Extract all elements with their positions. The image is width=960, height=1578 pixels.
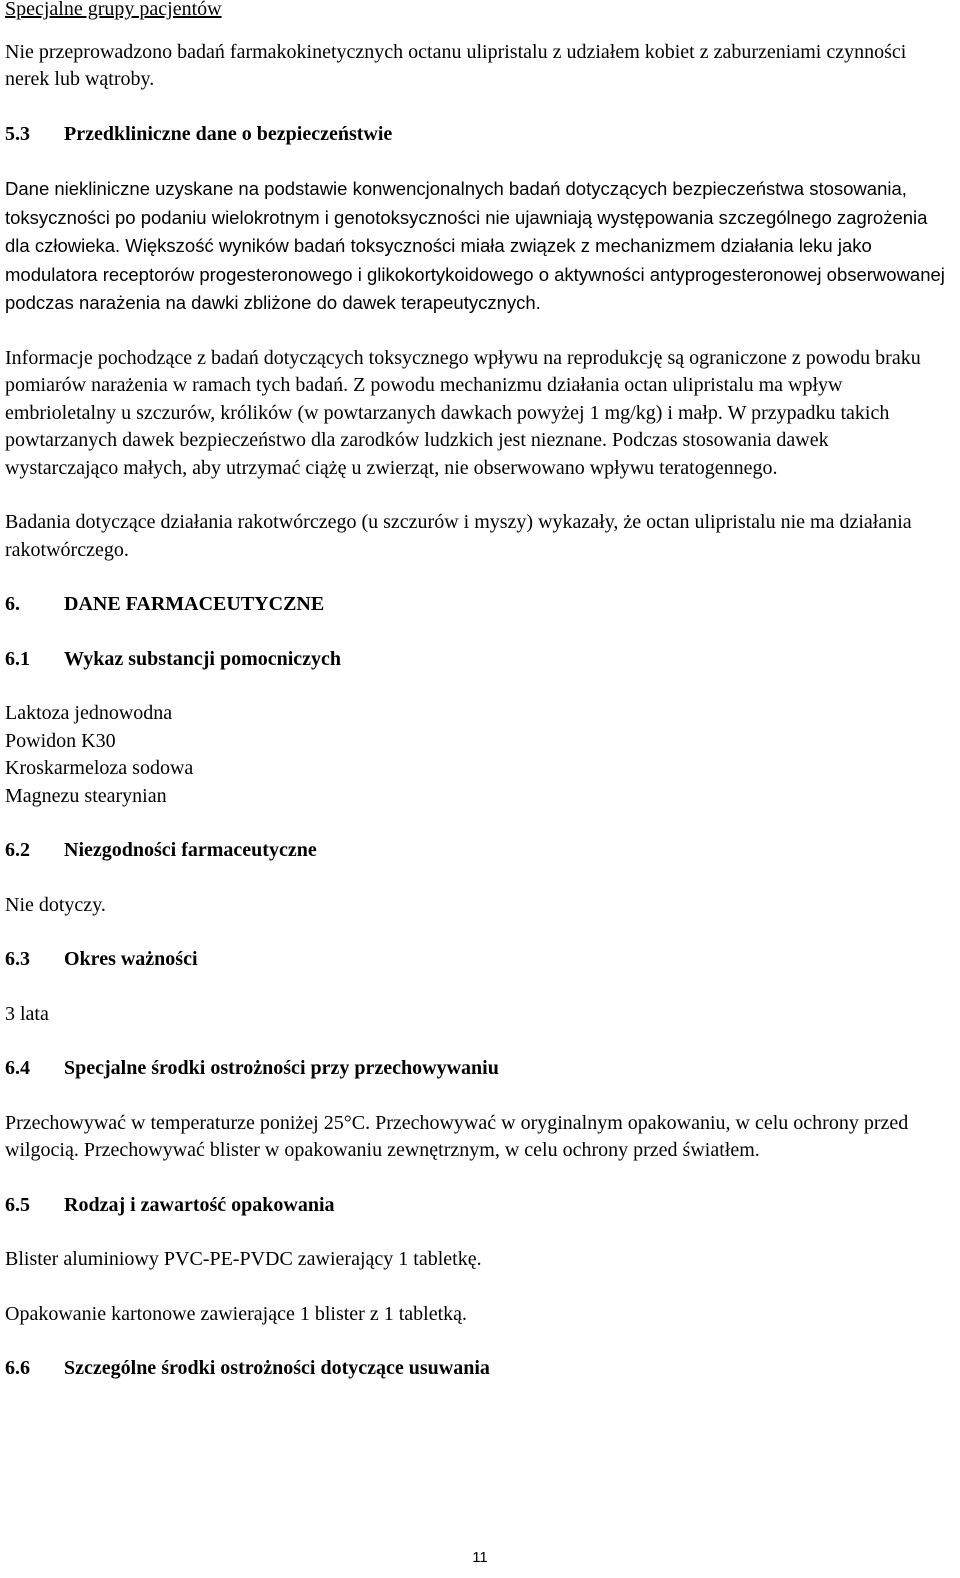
section-6-3-title: Okres ważności bbox=[64, 948, 198, 970]
section-6-2-number: 6.2 bbox=[5, 839, 30, 861]
section-6-5-title: Rodzaj i zawartość opakowania bbox=[64, 1193, 335, 1216]
section-6-title: DANE FARMACEUTYCZNE bbox=[64, 593, 325, 615]
section-6-5-text-2: Opakowanie kartonowe zawierające 1 blister z 1 tabletką. bbox=[5, 1302, 468, 1325]
excipient-item: Powidon K30 bbox=[5, 729, 116, 752]
section-6-6-heading bbox=[5, 1355, 945, 1383]
section-6-2-text: Nie dotyczy. bbox=[5, 893, 106, 916]
section-6-5-heading bbox=[5, 1192, 945, 1220]
section-6-5-number: 6.5 bbox=[5, 1193, 30, 1216]
section-6-2-heading bbox=[5, 837, 945, 865]
section-5-3-heading bbox=[5, 121, 945, 149]
section-6-3-number: 6.3 bbox=[5, 948, 30, 970]
excipient-item: Laktoza jednowodna bbox=[5, 702, 173, 724]
section-5-3-paragraph-2: Informacje pochodzące z badań dotyczących toksycznego wpływu na reprodukcję są ograniczone z powodu braku pomiarów narażenia w ramach tych badań. Z powodu mechanizmu działania octan ulipristalu ma wpływ embrioletalny u szczurów, królików (w powtarzanych dawkach powyżej 1 mg/kg) i małp. W przypadku takich powtarzanych dawek bezpieczeństwo dla zarodków ludzkich jest nieznane. Podczas stosowania dawek wystarczająco małych, aby utrzymać ciążę u zwierząt, nie obserwowano wpływu teratogennego. bbox=[5, 346, 921, 479]
section-6-1-heading bbox=[5, 646, 945, 674]
section-6-heading bbox=[5, 591, 945, 619]
section-5-3-paragraph-1 bbox=[5, 175, 945, 318]
section-6-number: 6. bbox=[5, 593, 20, 615]
page-number: 11 bbox=[472, 1549, 488, 1566]
section-6-5-text-1: Blister aluminiowy PVC-PE-PVDC zawierający 1 tabletkę. bbox=[5, 1248, 482, 1270]
section-6-4-title: Specjalne środki ostrożności przy przechowywaniu bbox=[64, 1057, 499, 1079]
section-6-1-title: Wykaz substancji pomocniczych bbox=[64, 647, 342, 670]
section-5-3-number: 5.3 bbox=[5, 122, 30, 145]
section-5-3-paragraph-3: Badania dotyczące działania rakotwórczego (u szczurów i myszy) wykazały, że octan ulipristalu nie ma działania rakotwórczego. bbox=[5, 511, 912, 561]
section-6-4-heading bbox=[5, 1055, 945, 1083]
special-groups-title: Specjalne grupy pacjentów bbox=[5, 0, 222, 20]
section-5-3-title: Przedkliniczne dane o bezpieczeństwie bbox=[64, 122, 393, 145]
section-6-6-title: Szczególne środki ostrożności dotyczące usuwania bbox=[64, 1357, 490, 1379]
special-groups-text: Nie przeprowadzono badań farmakokinetycznych octanu ulipristalu z udziałem kobiet z zaburzeniami czynności nerek lub wątroby. bbox=[5, 40, 907, 90]
section-6-2-title: Niezgodności farmaceutyczne bbox=[64, 839, 317, 861]
section-6-3-text: 3 lata bbox=[5, 1002, 49, 1025]
document-page bbox=[5, 0, 945, 1410]
section-5-3-paragraph-1-part-2: Większość wyników badań toksyczności miała związek z mechanizmem działania leku jako modulatora receptorów progesteronowego i glikokortykoidowego o aktywności antyprogesteronowej obserwowanej podczas narażenia na dawki zbliżone do dawek terapeutycznych. bbox=[5, 235, 945, 313]
excipients-list bbox=[5, 700, 945, 810]
section-6-4-number: 6.4 bbox=[5, 1057, 30, 1079]
section-5-3-paragraph-1-part-1: Dane niekliniczne uzyskane na podstawie konwencjonalnych badań dotyczących bezpieczeństwa stosowania, toksyczności po podaniu wielokrotnym i genotoksyczności nie ujawniają występowania szczególnego zagrożenia dla człowieka. bbox=[5, 178, 928, 256]
section-6-1-number: 6.1 bbox=[5, 647, 30, 670]
section-6-6-number: 6.6 bbox=[5, 1357, 30, 1379]
section-6-4-text: Przechowywać w temperaturze poniżej 25°C. Przechowywać w oryginalnym opakowaniu, w celu ochrony przed wilgocią. Przechowywać blister w opakowaniu zewnętrznym, w celu ochrony przed światłem. bbox=[5, 1111, 909, 1161]
section-6-3-heading bbox=[5, 946, 945, 974]
excipient-item: Magnezu stearynian bbox=[5, 784, 167, 807]
excipient-item: Kroskarmeloza sodowa bbox=[5, 757, 194, 779]
